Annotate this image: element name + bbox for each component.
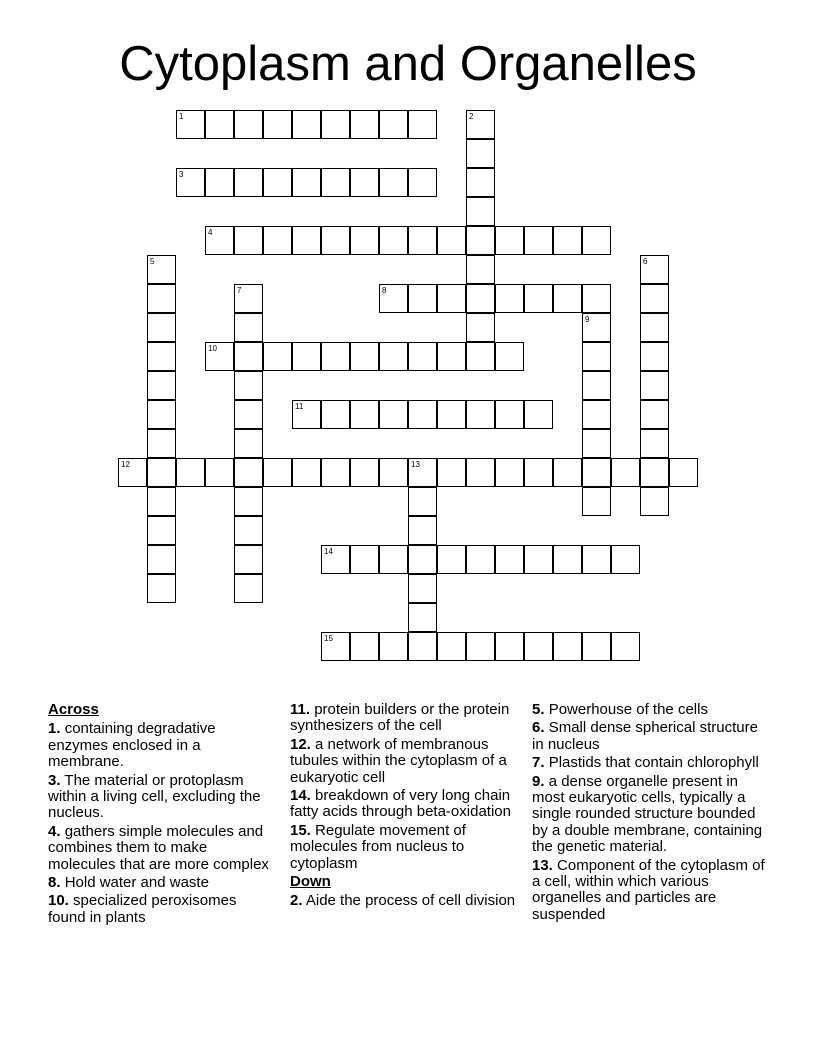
grid-cell[interactable] <box>495 400 524 429</box>
grid-cell[interactable] <box>582 371 611 400</box>
grid-cell[interactable] <box>466 139 495 168</box>
grid-cell[interactable] <box>466 255 495 284</box>
grid-cell[interactable] <box>118 458 147 487</box>
grid-cell[interactable] <box>234 110 263 139</box>
grid-cell[interactable] <box>582 342 611 371</box>
grid-cell[interactable] <box>553 284 582 313</box>
grid-cell[interactable] <box>350 632 379 661</box>
grid-cell[interactable] <box>147 371 176 400</box>
clue-text: a network of membranous tubules within the cytoplasm of a eukaryotic cell <box>290 735 507 786</box>
grid-cell[interactable] <box>205 168 234 197</box>
grid-cell[interactable] <box>379 110 408 139</box>
clue-number: 9. <box>532 772 545 790</box>
clue-down-2 <box>290 893 525 909</box>
clues-column-2 <box>290 702 525 912</box>
grid-cell[interactable] <box>205 458 234 487</box>
clue-down-7 <box>532 755 767 771</box>
clue-number: 8. <box>48 874 61 892</box>
clue-text: a dense organelle present in most eukaryotic cells, typically a single rounded structure bounded by a double membrane, containing the genetic material. <box>532 772 763 856</box>
clue-down-6 <box>532 720 767 753</box>
grid-cell[interactable] <box>147 487 176 516</box>
grid-cell[interactable] <box>147 458 176 487</box>
clue-number: 3. <box>48 771 61 789</box>
grid-cell[interactable] <box>321 110 350 139</box>
grid-cell[interactable] <box>234 371 263 400</box>
grid-cell[interactable] <box>582 226 611 255</box>
clue-across-12 <box>290 737 525 786</box>
clue-number: 11. <box>290 701 311 718</box>
grid-cell[interactable] <box>524 226 553 255</box>
grid-cell[interactable] <box>321 632 350 661</box>
grid-cell[interactable] <box>321 458 350 487</box>
grid-cell[interactable] <box>147 284 176 313</box>
grid-cell[interactable] <box>582 400 611 429</box>
clue-text: protein builders or the protein synthesizers of the cell <box>290 701 510 735</box>
clue-text: gathers simple molecules and combines them to make molecules that are more complex <box>48 822 269 873</box>
grid-cell[interactable] <box>524 284 553 313</box>
cell-number: 13 <box>411 460 420 469</box>
clue-number: 4. <box>48 822 61 840</box>
grid-cell[interactable] <box>321 400 350 429</box>
grid-cell[interactable] <box>408 516 437 545</box>
grid-cell[interactable] <box>553 545 582 574</box>
grid-cell[interactable] <box>524 545 553 574</box>
clue-text: Component of the cytoplasm of a cell, within which various organelles and particles are suspended <box>532 856 765 923</box>
grid-cell[interactable] <box>147 400 176 429</box>
clue-across-10 <box>48 893 278 926</box>
grid-cell[interactable] <box>495 226 524 255</box>
grid-cell[interactable] <box>640 429 669 458</box>
clue-text: Aide the process of cell division <box>305 892 516 910</box>
grid-cell[interactable] <box>350 110 379 139</box>
grid-cell[interactable] <box>379 284 408 313</box>
grid-cell[interactable] <box>495 545 524 574</box>
grid-cell[interactable] <box>234 574 263 603</box>
clue-number: 7. <box>532 754 545 772</box>
cell-number: 14 <box>324 547 333 556</box>
clue-number: 5. <box>532 701 545 718</box>
clue-across-14 <box>290 788 525 821</box>
grid-cell[interactable] <box>205 226 234 255</box>
grid-cell[interactable] <box>292 458 321 487</box>
grid-cell[interactable] <box>466 400 495 429</box>
grid-cell[interactable] <box>350 400 379 429</box>
grid-cell[interactable] <box>234 429 263 458</box>
grid-cell[interactable] <box>408 487 437 516</box>
grid-cell[interactable] <box>234 168 263 197</box>
clue-text: Regulate movement of molecules from nucleus to cytoplasm <box>290 821 466 872</box>
clue-text: containing degradative enzymes enclosed in a membrane. <box>48 720 216 771</box>
grid-cell[interactable] <box>234 545 263 574</box>
grid-cell[interactable] <box>176 110 205 139</box>
grid-cell[interactable] <box>437 458 466 487</box>
cell-number: 1 <box>179 112 184 121</box>
grid-cell[interactable] <box>553 458 582 487</box>
cell-number: 8 <box>382 286 387 295</box>
clues-column-1 <box>48 702 278 928</box>
clue-across-8 <box>48 875 278 891</box>
grid-cell[interactable] <box>147 429 176 458</box>
grid-cell[interactable] <box>350 458 379 487</box>
grid-cell[interactable] <box>495 342 524 371</box>
grid-cell[interactable] <box>495 632 524 661</box>
grid-cell[interactable] <box>379 545 408 574</box>
clue-down-5 <box>532 702 767 718</box>
grid-cell[interactable] <box>234 342 263 371</box>
grid-cell[interactable] <box>205 342 234 371</box>
clue-number: 14. <box>290 787 311 805</box>
grid-cell[interactable] <box>669 458 698 487</box>
grid-cell[interactable] <box>582 313 611 342</box>
grid-cell[interactable] <box>234 458 263 487</box>
grid-cell[interactable] <box>321 226 350 255</box>
grid-cell[interactable] <box>408 545 437 574</box>
cell-number: 5 <box>150 257 155 266</box>
grid-cell[interactable] <box>640 458 669 487</box>
grid-cell[interactable] <box>147 516 176 545</box>
clue-text: Powerhouse of the cells <box>548 701 708 718</box>
grid-cell[interactable] <box>234 226 263 255</box>
grid-cell[interactable] <box>553 632 582 661</box>
clue-down-9 <box>532 774 767 856</box>
clue-text: Plastids that contain chlorophyll <box>548 754 759 772</box>
grid-cell[interactable] <box>553 226 582 255</box>
clue-across-11 <box>290 702 525 735</box>
grid-cell[interactable] <box>147 574 176 603</box>
grid-cell[interactable] <box>408 400 437 429</box>
grid-cell[interactable] <box>234 516 263 545</box>
grid-cell[interactable] <box>437 284 466 313</box>
grid-cell[interactable] <box>466 284 495 313</box>
grid-cell[interactable] <box>640 487 669 516</box>
grid-cell[interactable] <box>466 545 495 574</box>
grid-cell[interactable] <box>408 168 437 197</box>
grid-cell[interactable] <box>263 458 292 487</box>
grid-cell[interactable] <box>640 313 669 342</box>
grid-cell[interactable] <box>437 226 466 255</box>
grid-cell[interactable] <box>524 632 553 661</box>
grid-cell[interactable] <box>205 110 234 139</box>
clue-down-13 <box>532 858 767 924</box>
grid-cell[interactable] <box>495 284 524 313</box>
grid-cell[interactable] <box>263 342 292 371</box>
clue-text: The material or protoplasm within a living cell, excluding the nucleus. <box>48 771 261 822</box>
grid-cell[interactable] <box>466 197 495 226</box>
clue-number: 13. <box>532 856 553 874</box>
grid-cell[interactable] <box>321 342 350 371</box>
grid-cell[interactable] <box>640 400 669 429</box>
clue-across-1 <box>48 721 278 770</box>
grid-cell[interactable] <box>408 284 437 313</box>
grid-cell[interactable] <box>147 313 176 342</box>
clue-number: 12. <box>290 735 311 753</box>
grid-cell[interactable] <box>408 342 437 371</box>
grid-cell[interactable] <box>350 342 379 371</box>
grid-cell[interactable] <box>292 168 321 197</box>
grid-cell[interactable] <box>466 313 495 342</box>
grid-cell[interactable] <box>524 458 553 487</box>
grid-cell[interactable] <box>640 342 669 371</box>
grid-cell[interactable] <box>263 110 292 139</box>
grid-cell[interactable] <box>350 226 379 255</box>
clue-number: 15. <box>290 821 311 839</box>
cell-number: 9 <box>585 315 590 324</box>
grid-cell[interactable] <box>437 342 466 371</box>
grid-cell[interactable] <box>292 226 321 255</box>
grid-cell[interactable] <box>350 545 379 574</box>
grid-cell[interactable] <box>640 371 669 400</box>
clue-number: 6. <box>532 719 545 737</box>
cell-number: 3 <box>179 170 184 179</box>
clues-column-3 <box>532 702 767 925</box>
clue-text: Small dense spherical structure in nucleus <box>532 719 758 753</box>
grid-cell[interactable] <box>611 458 640 487</box>
clue-number: 2. <box>290 892 303 910</box>
grid-cell[interactable] <box>292 400 321 429</box>
grid-cell[interactable] <box>234 400 263 429</box>
grid-cell[interactable] <box>176 168 205 197</box>
grid-cell[interactable] <box>379 458 408 487</box>
grid-cell[interactable] <box>321 545 350 574</box>
grid-cell[interactable] <box>437 545 466 574</box>
grid-cell[interactable] <box>466 632 495 661</box>
grid-cell[interactable] <box>292 110 321 139</box>
grid-cell[interactable] <box>379 632 408 661</box>
grid-cell[interactable] <box>582 284 611 313</box>
grid-cell[interactable] <box>582 632 611 661</box>
grid-cell[interactable] <box>234 284 263 313</box>
grid-cell[interactable] <box>582 458 611 487</box>
grid-cell[interactable] <box>147 255 176 284</box>
grid-cell[interactable] <box>234 313 263 342</box>
grid-cell[interactable] <box>408 458 437 487</box>
grid-cell[interactable] <box>147 342 176 371</box>
grid-cell[interactable] <box>263 226 292 255</box>
grid-cell[interactable] <box>582 429 611 458</box>
grid-cell[interactable] <box>263 168 292 197</box>
grid-cell[interactable] <box>640 284 669 313</box>
clue-text: Hold water and waste <box>64 874 209 892</box>
grid-cell[interactable] <box>495 458 524 487</box>
grid-cell[interactable] <box>437 400 466 429</box>
cell-number: 10 <box>208 344 217 353</box>
cell-number: 2 <box>469 112 474 121</box>
cell-number: 6 <box>643 257 648 266</box>
grid-cell[interactable] <box>176 458 205 487</box>
clue-number: 1. <box>48 720 61 738</box>
grid-cell[interactable] <box>582 487 611 516</box>
cell-number: 7 <box>237 286 242 295</box>
cell-number: 4 <box>208 228 213 237</box>
grid-cell[interactable] <box>466 342 495 371</box>
grid-cell[interactable] <box>466 168 495 197</box>
grid-cell[interactable] <box>611 632 640 661</box>
cell-number: 11 <box>295 402 304 411</box>
grid-cell[interactable] <box>582 545 611 574</box>
clue-across-4 <box>48 824 278 873</box>
cell-number: 15 <box>324 634 333 643</box>
clue-across-15 <box>290 823 525 872</box>
clue-number: 10. <box>48 892 69 910</box>
grid-cell[interactable] <box>234 487 263 516</box>
across-heading: Across <box>48 701 99 718</box>
grid-cell[interactable] <box>350 168 379 197</box>
grid-cell[interactable] <box>147 545 176 574</box>
grid-cell[interactable] <box>379 226 408 255</box>
grid-cell[interactable] <box>408 603 437 632</box>
grid-cell[interactable] <box>611 545 640 574</box>
grid-cell[interactable] <box>408 110 437 139</box>
clue-text: specialized peroxisomes found in plants <box>48 892 237 926</box>
grid-cell[interactable] <box>408 632 437 661</box>
clue-text: breakdown of very long chain fatty acids through beta-oxidation <box>290 787 511 821</box>
grid-cell[interactable] <box>379 342 408 371</box>
grid-cell[interactable] <box>408 226 437 255</box>
grid-cell[interactable] <box>379 168 408 197</box>
grid-cell[interactable] <box>379 400 408 429</box>
grid-cell[interactable] <box>466 110 495 139</box>
grid-cell[interactable] <box>640 255 669 284</box>
grid-cell[interactable] <box>437 632 466 661</box>
grid-cell[interactable] <box>292 342 321 371</box>
page-title: Cytoplasm and Organelles <box>119 37 697 91</box>
clue-across-3 <box>48 773 278 822</box>
grid-cell[interactable] <box>466 458 495 487</box>
grid-cell[interactable] <box>466 226 495 255</box>
down-heading: Down <box>290 873 331 891</box>
cell-number: 12 <box>121 460 130 469</box>
grid-cell[interactable] <box>321 168 350 197</box>
grid-cell[interactable] <box>524 400 553 429</box>
grid-cell[interactable] <box>408 574 437 603</box>
